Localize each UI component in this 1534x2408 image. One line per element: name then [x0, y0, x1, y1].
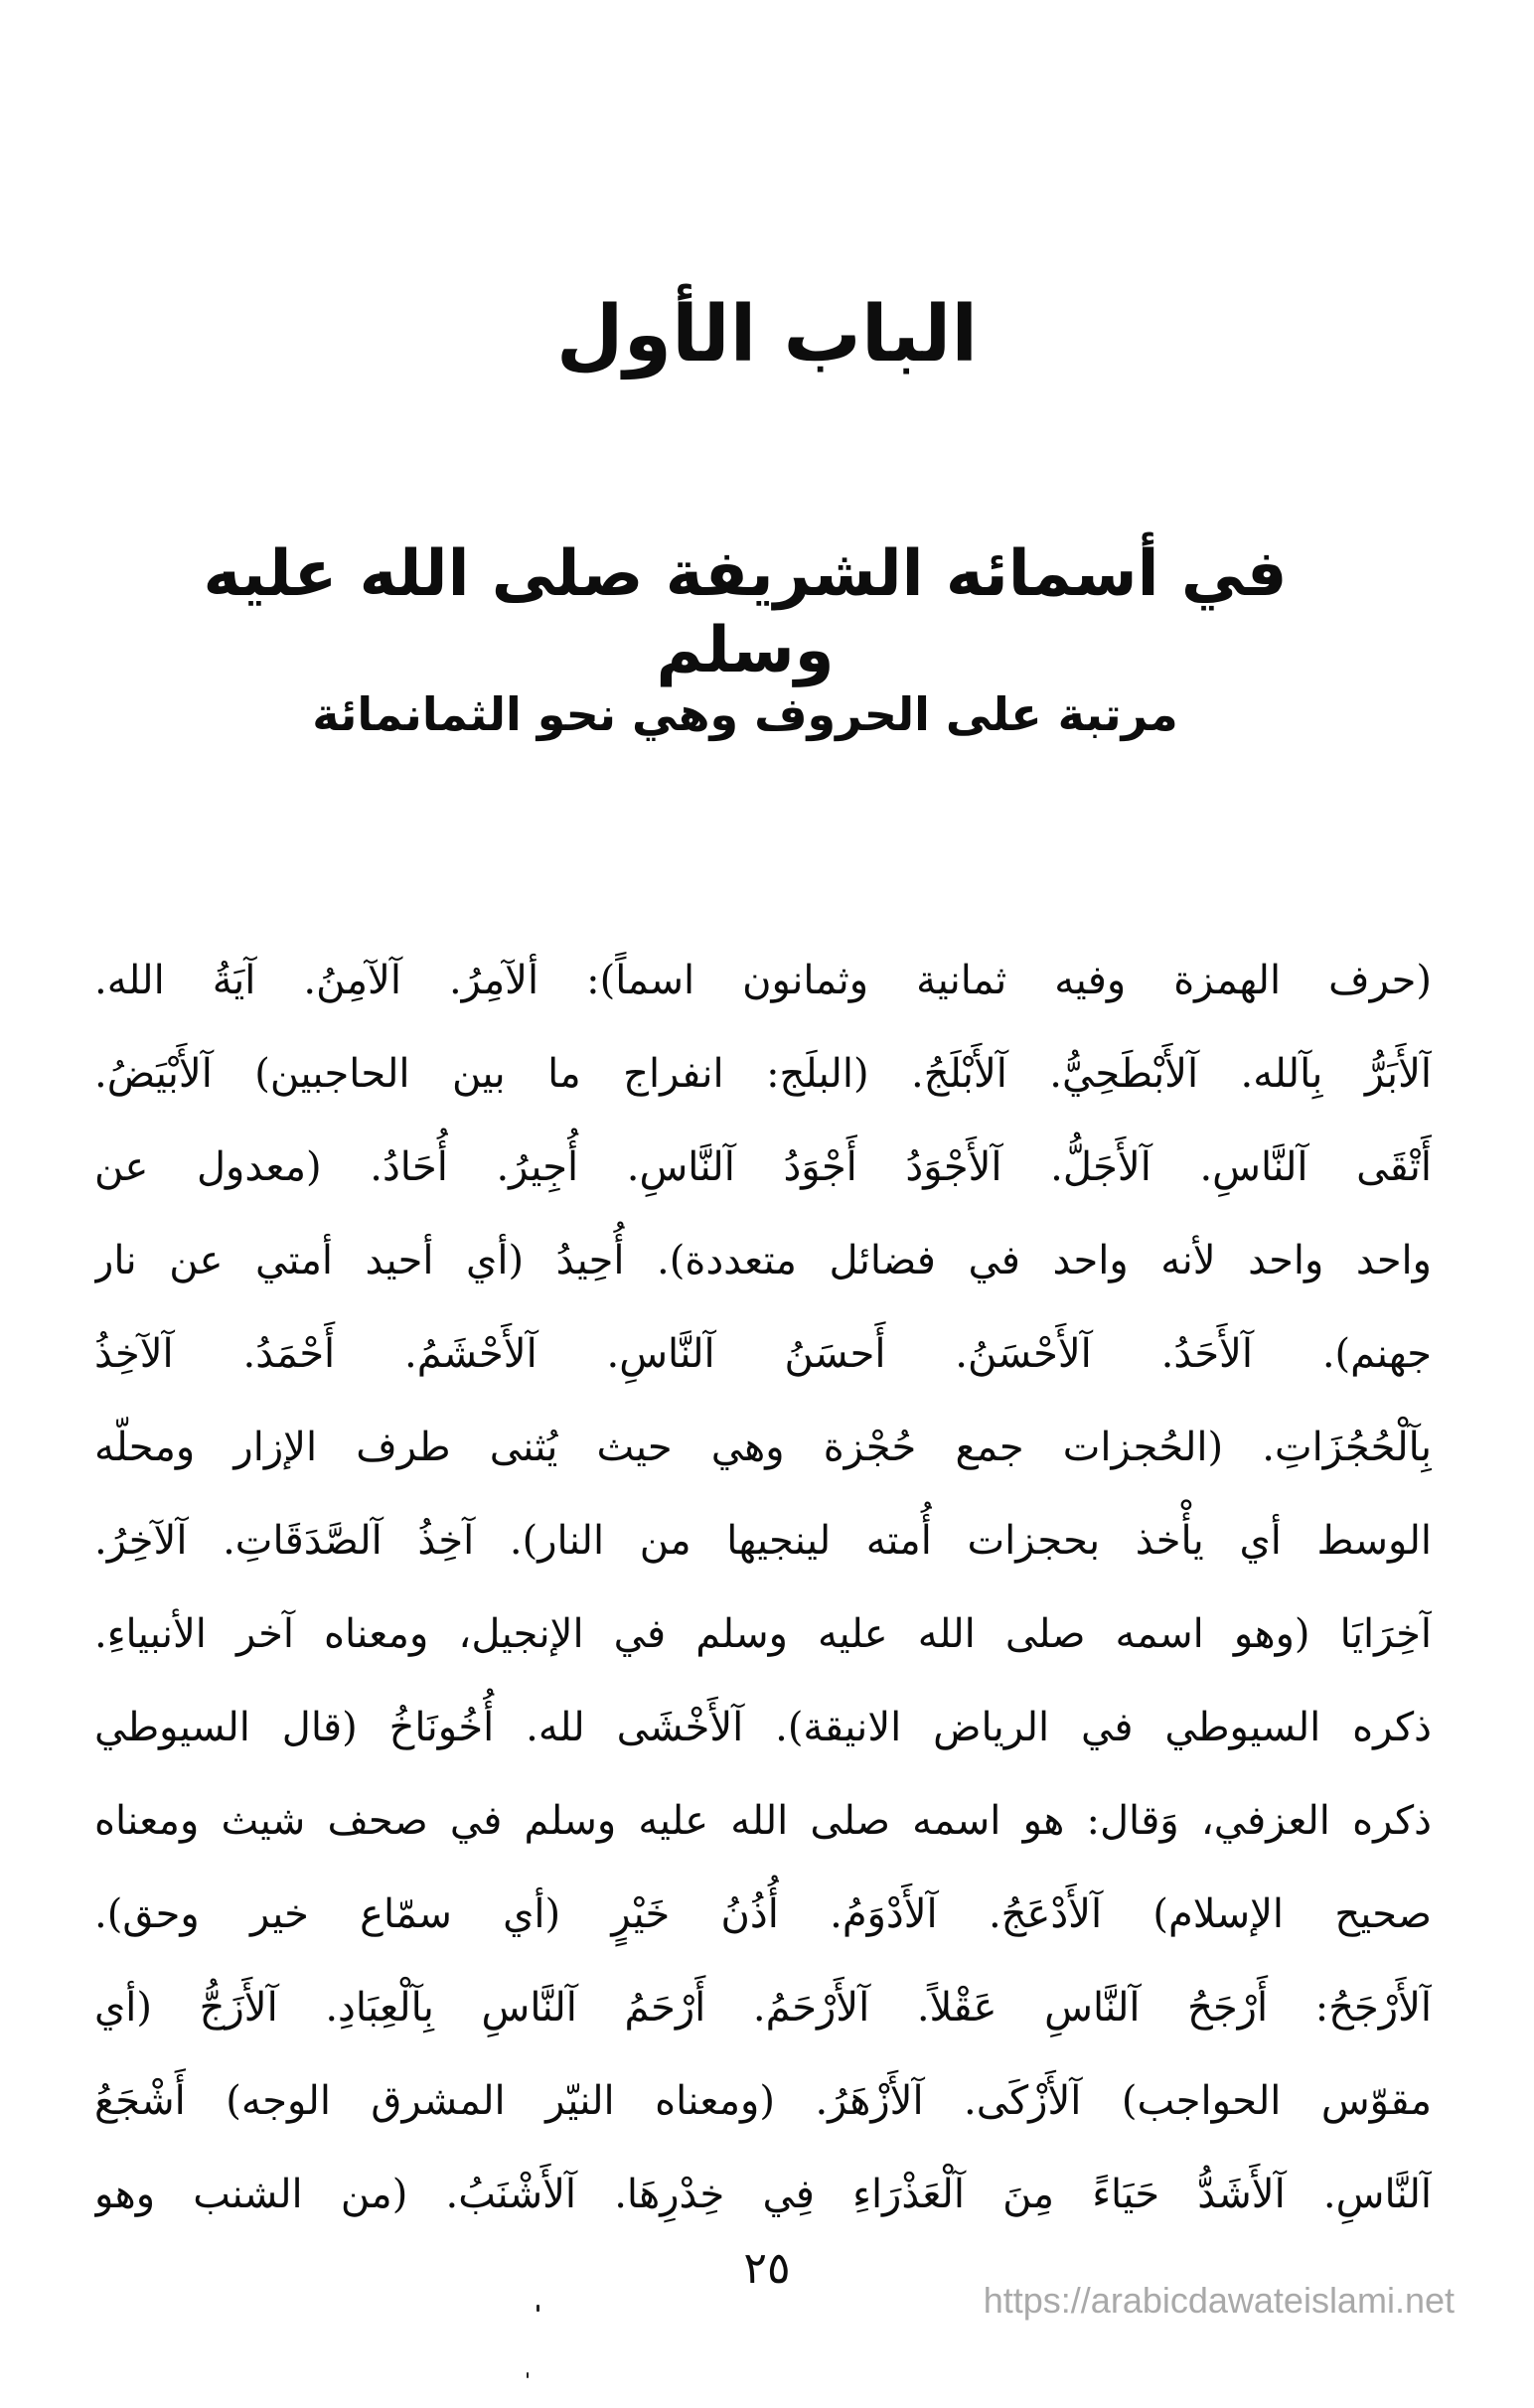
- chapter-title: الباب الأول: [555, 290, 979, 379]
- scan-speck: [537, 2305, 539, 2312]
- section-heading: في أسمائه الشريفة صلى الله عليه وسلم: [203, 537, 1288, 687]
- body-line: جهنم). آلأَحَدُ. آلأَحْسَنُ. أَحسَنُ آلنَّاسِ. آلأَحْشَمُ. أَحْمَدُ. آلآخِذُ: [94, 1331, 1432, 1377]
- body-line: آلنَّاسِ. آلأَشَدُّ حَيَاءً مِنَ آلْعَذْرَاءِ فِي خِدْرِهَا. آلأَشْنَبُ. (من الشنب وهو: [94, 2172, 1432, 2217]
- body-line: ذكره العزفي، وَقال: هو اسمه صلى الله عليه وسلم في صحف شيث ومعناه: [94, 1798, 1432, 1844]
- body-line: (حرف الهمزة وفيه ثمانية وثمانون اسماً): ألآمِرُ. آلآمِنُ. آيَةُ الله.: [94, 958, 1432, 1003]
- body-line: آلأَرْجَحُ: أَرْجَحُ آلنَّاسِ عَقْلاً. آلأَرْحَمُ. أَرْحَمُ آلنَّاسِ بِآلْعِبَادِ. آلأَزَجُّ (أي: [94, 1985, 1432, 2031]
- scan-speck: [527, 2372, 529, 2378]
- watermark-url: https://arabicdawateislami.net: [983, 2280, 1455, 2321]
- body-text: [94, 934, 1432, 2241]
- body-line: آلأَبَرُّ بِآلله. آلأَبْطَحِيُّ. آلأَبْلَجُ. (البلَج: انفراج ما بين الحاجبين) آلأَبْيَضُ.: [94, 1051, 1432, 1097]
- body-line: بِآلْحُجُزَاتِ. (الحُجزات جمع حُجْزة وهي حيث يُثنى طرف الإزار ومحلّه: [94, 1425, 1432, 1470]
- body-line: صحيح الإسلام) آلأَدْعَجُ. آلأَدْوَمُ. أُذُنُ خَيْرٍ (أي سمّاع خير وحق).: [94, 1891, 1432, 1937]
- body-line: الوسط أي يأْخذ بحجزات أُمته لينجيها من النار). آخِذُ آلصَّدَقَاتِ. آلآخِرُ.: [94, 1518, 1432, 1564]
- body-line: آخِرَايَا (وهو اسمه صلى الله عليه وسلم في الإنجيل، ومعناه آخر الأنبياءِ.: [94, 1611, 1432, 1657]
- body-line: مقوّس الحواجب) آلأَزْكَى. آلأَزْهَرُ. (ومعناه النيّر المشرق الوجه) أَشْجَعُ: [94, 2078, 1432, 2124]
- page-number: ٢٥: [743, 2243, 791, 2294]
- section-subheading: مرتبة على الحروف وهي نحو الثمانمائة: [312, 687, 1178, 741]
- body-line: ذكره السيوطي في الرياض الانيقة). آلأَخْشَى لله. أُخُونَاخُ (قال السيوطي: [94, 1705, 1432, 1750]
- body-line: أَتْقَى آلنَّاسِ. آلأَجَلُّ. آلأَجْوَدُ أَجْوَدُ آلنَّاسِ. أُجِيرُ. أُحَادُ. (معدول عن: [94, 1144, 1432, 1190]
- body-line: واحد واحد لأنه واحد في فضائل متعددة). أُحِيدُ (أي أحيد أمتي عن نار: [94, 1238, 1432, 1283]
